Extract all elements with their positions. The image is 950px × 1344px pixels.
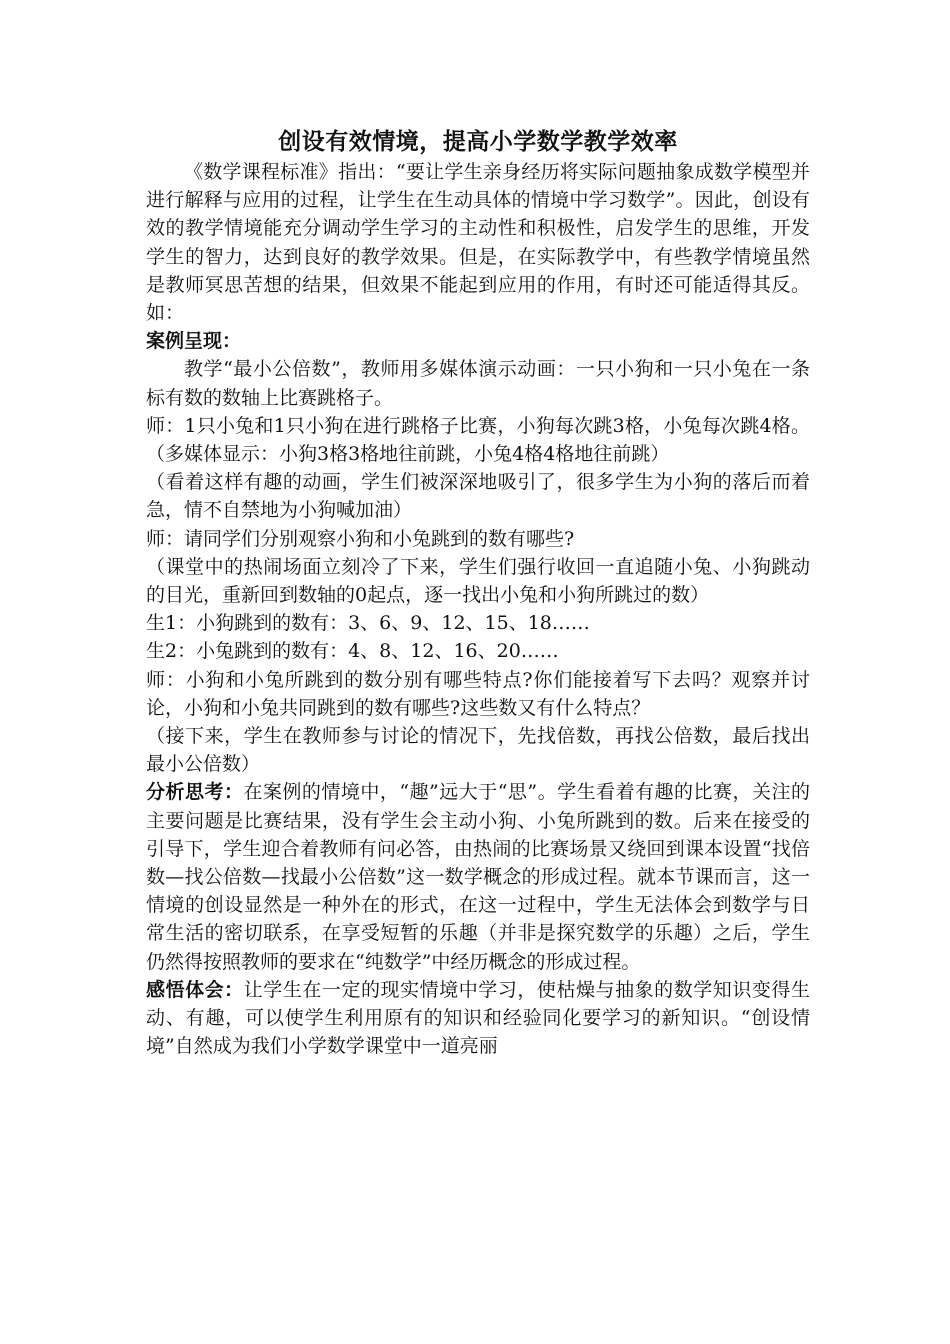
dialogue-line: 生1：小狗跳到的数有：3、6、9、12、15、18…… bbox=[146, 612, 590, 635]
dialogue-line: （课堂中的热闹场面立刻冷了下来，学生们强行收回一直追随小兔、小狗跳动的目光，重新回到数轴的0起点，逐一找出小兔和小狗所跳过的数） bbox=[146, 555, 810, 607]
dialogue-line: 师：1只小兔和1只小狗在进行跳格子比赛，小狗每次跳3格，小兔每次跳4格。（多媒体显示：小狗3格3格地往前跳，小兔4格4格地往前跳） bbox=[146, 414, 810, 466]
insight-paragraph bbox=[146, 976, 810, 1061]
dialogue-line: 师：小狗和小兔所跳到的数分别有哪些特点?你们能接着写下去吗？观察并讨论，小狗和小兔共同跳到的数有哪些?这些数又有什么特点？ bbox=[146, 668, 810, 719]
case-heading: 案例呈现： bbox=[146, 330, 242, 353]
document-page bbox=[146, 126, 810, 1061]
document-title: 创设有效情境，提高小学数学教学效率 bbox=[278, 129, 678, 155]
dialogue-line: （接下来，学生在教师参与讨论的情况下，先找倍数，再找公倍数，最后找出最小公倍数） bbox=[146, 725, 810, 776]
analysis-label: 分析思考： bbox=[146, 781, 244, 804]
dialogue-line: 师：请同学们分别观察小狗和小兔跳到的数有哪些? bbox=[146, 527, 575, 550]
dialogue-line: （看着这样有趣的动画，学生们被深深地吸引了，很多学生为小狗的落后而着急，情不自禁地为小狗喊加油） bbox=[146, 471, 810, 522]
case-intro-paragraph: 教学“最小公倍数”，教师用多媒体演示动画：一只小狗和一只小兔在一条标有数的数轴上比赛跳格子。 bbox=[146, 358, 810, 409]
insight-label: 感悟体会： bbox=[146, 978, 244, 1001]
insight-text: 让学生在一定的现实情境中学习，使枯燥与抽象的数学知识变得生动、有趣，可以使学生利用原有的知识和经验同化要学习的新知识。“创设情境”自然成为我们小学数学课堂中一道亮丽 bbox=[146, 978, 810, 1058]
analysis-paragraph bbox=[146, 778, 810, 975]
analysis-text: 在案例的情境中，“趣”远大于“思”。学生看着有趣的比赛，关注的主要问题是比赛结果，没有学生会主动小狗、小兔所跳到的数。后来在接受的引导下，学生迎合着教师有问必答，由热闹的比赛场景又绕回到课本设置“找倍数—找公倍数—找最小公倍数”这一数学概念的形成过程。就本节课而言，这一情境的创设显然是一种外在的形式，在这一过程中，学生无法体会到数学与日常生活的密切联系，在享受短暂的乐趣（并非是探究数学的乐趣）之后，学生仍然得按照教师的要求在“纯数学”中经历概念的形成过程。 bbox=[146, 781, 810, 973]
dialogue-line: 生2：小兔跳到的数有：4、8、12、16、20…… bbox=[146, 640, 559, 663]
intro-paragraph: 《数学课程标准》指出：“要让学生亲身经历将实际问题抽象成数学模型并进行解释与应用的过程，让学生在生动具体的情境中学习数学”。因此，创设有效的教学情境能充分调动学生学习的主动性和积极性，启发学生的思维，开发学生的智力，达到良好的教学效果。但是，在实际教学中，有些教学情境虽然是教师冥思苦想的结果，但效果不能起到应用的作用，有时还可能适得其反。如： bbox=[146, 161, 810, 325]
